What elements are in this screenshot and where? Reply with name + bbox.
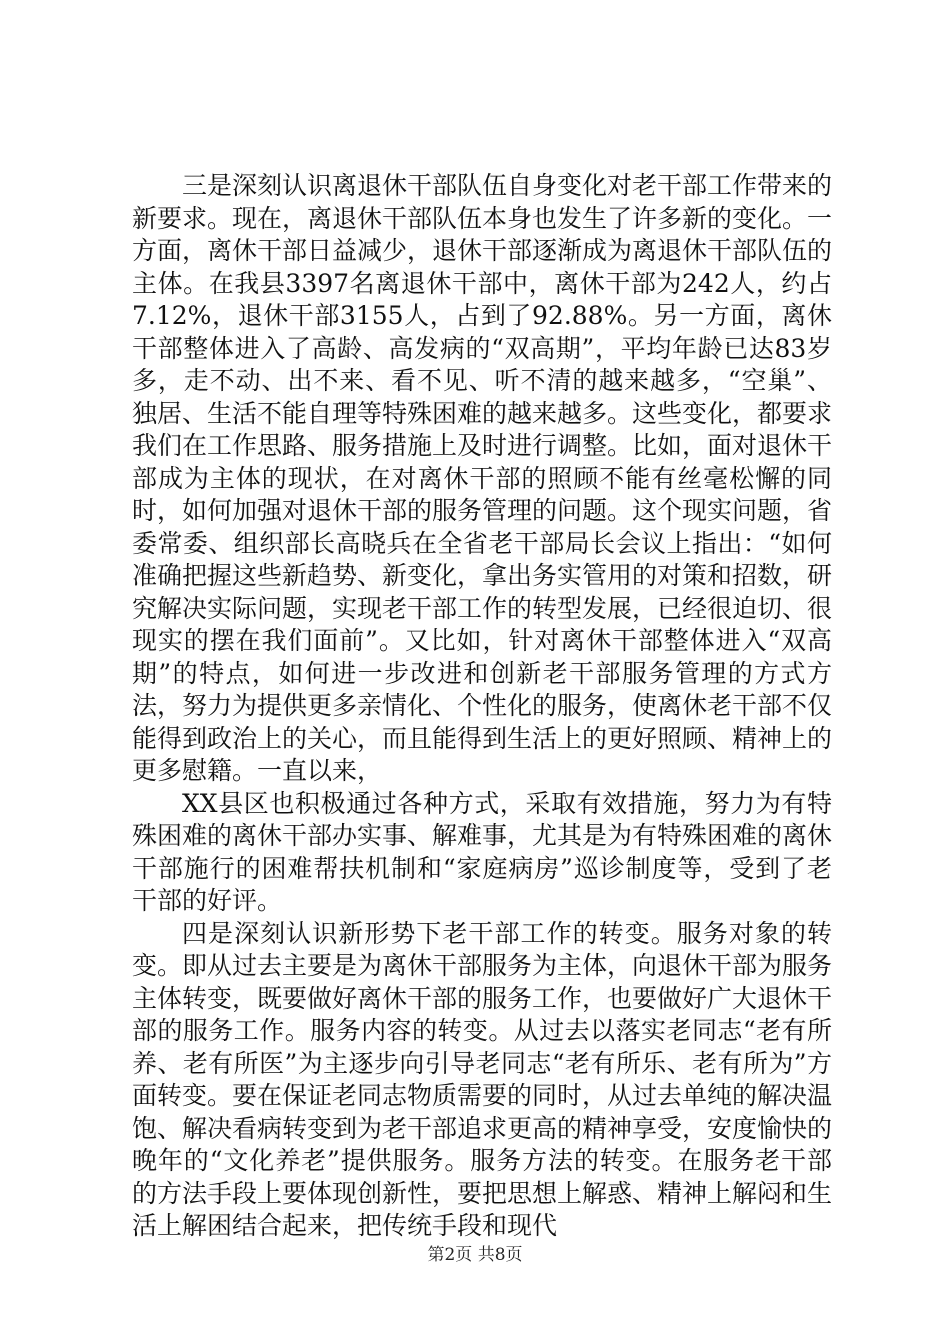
paragraph-2: XX县区也积极通过各种方式，采取有效措施，努力为有特殊困难的离休干部办实事、解难事，尤其是为有特殊困难的离休干部施行的困难帮扶机制和“家庭病房”巡诊制度等，受到了老干部的好评。 <box>132 788 833 915</box>
paragraph-3: 四是深刻认识新形势下老干部工作的转变。服务对象的转变。即从过去主要是为离休干部服务为主体，向退休干部为服务主体转变，既要做好离休干部的服务工作，也要做好广大退休干部的服务工作。服务内容的转变。从过去以落实老同志“老有所养、老有所医”为主逐步向引导老同志“老有所乐、老有所为”方面转变。要在保证老同志物质需要的同时，从过去单纯的解决温饱、解决看病转变到为老干部追求更高的精神享受，安度愉快的晚年的“文化养老”提供服务。服务方法的转变。在服务老干部的方法手段上要体现创新性，要把思想上解惑、精神上解闷和生活上解困结合起来，把传统手段和现代 <box>132 918 833 1240</box>
paragraph-1: 三是深刻认识离退休干部队伍自身变化对老干部工作带来的新要求。现在，离退休干部队伍本身也发生了许多新的变化。一方面，离休干部日益减少，退休干部逐渐成为离退休干部队伍的主体。在我县3397名离退休干部中，离休干部为242人，约占7.12%，退休干部3155人，占到了92.88%。另一方面，离休干部整体进入了高龄、高发病的“双高期”，平均年龄已达83岁多，走不动、出不来、看不见、听不清的越来越多，“空巢”、独居、生活不能自理等特殊困难的越来越多。这些变化，都要求我们在工作思路、服务措施上及时进行调整。比如，面对退休干部成为主体的现状，在对离休干部的照顾不能有丝毫松懈的同时，如何加强对退休干部的服务管理的问题。这个现实问题，省委常委、组织部长高晓兵在全省老干部局长会议上指出：“如何准确把握这些新趋势、新变化，拿出务实管用的对策和招数，研究解决实际问题，实现老干部工作的转型发展，已经很迫切、很现实的摆在我们面前”。又比如，针对离休干部整体进入“双高期”的特点，如何进一步改进和创新老干部服务管理的方式方法，努力为提供更多亲情化、个性化的服务，使离休老干部不仅能得到政治上的关心，而且能得到生活上的更好照顾、精神上的更多慰籍。一直以来， <box>132 171 833 785</box>
page-number-footer: 第2页 共8页 <box>427 1245 523 1265</box>
document-body <box>132 170 832 1243</box>
